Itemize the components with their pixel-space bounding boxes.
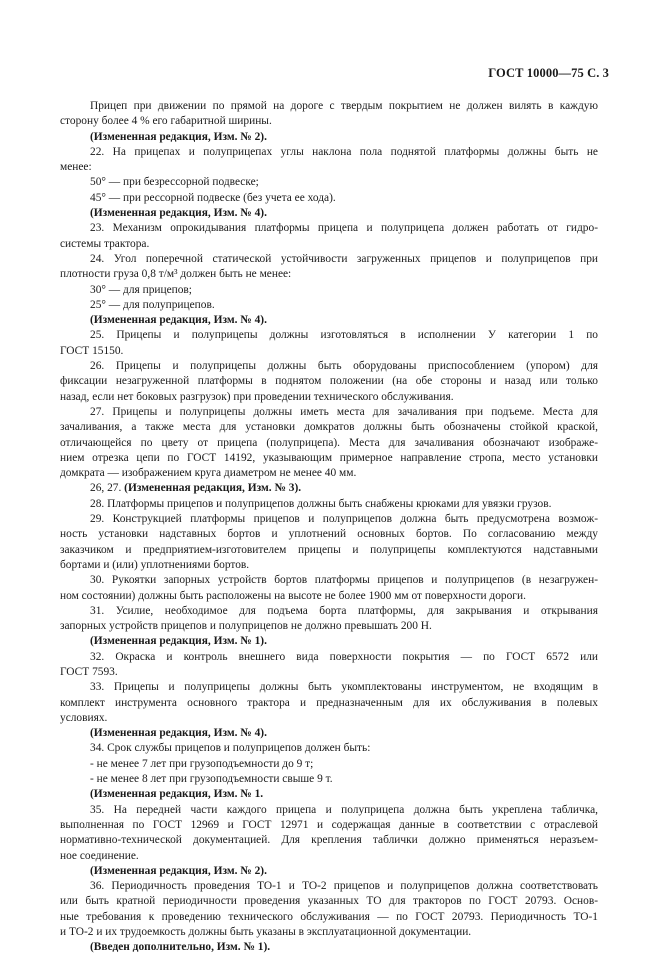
paragraph-line: 33. Прицепы и полуприцепы должны быть укомплектованы инструментом, не входящим в (90, 681, 598, 694)
paragraph-p34 (90, 741, 598, 756)
paragraph-line: системы трактора. (60, 237, 150, 250)
paragraph-p24b (90, 298, 598, 313)
paragraph-line: - не менее 7 лет при грузоподъемности до 9 т; (90, 757, 314, 770)
paragraph-p34b (90, 772, 598, 787)
paragraph-e6 (90, 726, 598, 741)
paragraph-p27 (60, 405, 598, 481)
paragraph-line: выполненная по ГОСТ 12969 и ГОСТ 12971 и содержащая данные в соответствии с отраслевой (60, 818, 598, 831)
paragraph-e9 (90, 940, 598, 955)
paragraph-line: 31. Усилие, необходимое для подъема борта платформы, для закрывания и открывания (90, 604, 598, 617)
paragraph-line: домкрата — изображением круга диаметром не менее 40 мм. (60, 467, 357, 480)
paragraph-line: 32. Окраска и контроль внешнего вида поверхности покрытия — по ГОСТ 6572 или (90, 650, 598, 663)
paragraph-p23 (60, 221, 598, 252)
paragraph-line: или быть кратной периодичности проведения указанных ТО для тракторов по ГОСТ 20793. Основ- (60, 895, 598, 908)
paragraph-line: 36. Периодичность проведения ТО-1 и ТО-2 прицепов и полуприцепов должна соответствовать (90, 880, 598, 893)
paragraph-line: 34. Срок службы прицепов и полуприцепов должен быть: (90, 742, 371, 755)
paragraph-line: (Измененная редакция, Изм. № 1. (90, 788, 264, 801)
paragraph-line: назад, если нет боковых разгрузок) при проведении технического обслуживания. (60, 390, 454, 403)
paragraph-line: бортами и (или) уплотнениями бортов. (60, 558, 250, 571)
paragraph-line: (Введен дополнительно, Изм. № 1). (90, 941, 271, 954)
paragraph-line: нием отрезка цепи по ГОСТ 14192, указывающим примерное направление стропа, место установки (60, 451, 598, 464)
paragraph-p22a (90, 175, 598, 190)
paragraph-line: (Измененная редакция, Изм. № 4). (90, 314, 267, 327)
paragraph-line: 35. На передней части каждого прицепа и полуприцепа должна быть укреплена табличка, (90, 803, 598, 816)
paragraph-p22 (60, 145, 598, 176)
paragraph-e1 (90, 130, 598, 145)
paragraph-line: отличающейся по цвету от прицепа (полуприцепа). Места для зачаливания обозначают изображе- (60, 436, 598, 449)
paragraph-e2 (90, 206, 598, 221)
paragraph-line: (Измененная редакция, Изм. № 4). (90, 207, 267, 220)
paragraph-e8 (90, 864, 598, 879)
paragraph-line: (Измененная редакция, Изм. № 2). (90, 864, 267, 877)
paragraph-line: Прицеп при движении по прямой на дороге с твердым покрытием не должен вилять в каждую (90, 100, 598, 112)
paragraph-line: 45° — при рессорной подвеске (без учета ее хода). (90, 191, 336, 204)
paragraph-line: 27. Прицепы и полуприцепы должны иметь места для зачаливания при подъеме. Места для (90, 405, 598, 418)
paragraph-line: 30. Рукоятки запорных устройств бортов платформы прицепов и полуприцепов (в незагружен- (90, 574, 598, 587)
paragraph-p26 (60, 359, 598, 405)
paragraph-line (90, 481, 598, 496)
amendment-note: (Измененная редакция, Изм. № 3). (124, 482, 302, 495)
paragraph-line: (Измененная редакция, Изм. № 1). (90, 635, 267, 648)
paragraph-line: 25. Прицепы и полуприцепы должны изготовляться в исполнении У категории 1 по (90, 329, 598, 342)
paragraph-line: (Измененная редакция, Изм. № 4). (90, 727, 267, 740)
paragraph-p35 (60, 803, 598, 864)
paragraph-line: зачаливания, а также места для установки домкратов должны быть обозначены стойкой краской, (60, 421, 598, 434)
paragraph-line: фиксации незагруженной платформы в поднятом положении (на обе стороны и назад или только (60, 375, 598, 388)
paragraph-line: (Измененная редакция, Изм. № 2). (90, 130, 267, 143)
paragraph-line: 50° — при безрессорной подвеске; (90, 176, 259, 189)
paragraph-p33 (60, 680, 598, 726)
paragraph-line: 29. Конструкцией платформы прицепов и полуприцепов должна быть предусмотрена возмож- (90, 513, 598, 526)
paragraph-p28 (90, 497, 598, 512)
paragraph-line: ГОСТ 7593. (60, 665, 118, 678)
paragraph-line: плотности груза 0,8 т/м³ должен быть не менее: (60, 268, 292, 281)
paragraph-line: - не менее 8 лет при грузоподъемности свыше 9 т. (90, 773, 333, 786)
paragraph-line: менее: (60, 161, 92, 174)
paragraph-p30 (60, 573, 598, 604)
paragraph-line: 22. На прицепах и полуприцепах углы наклона пола поднятой платформы должны быть не (90, 145, 598, 158)
paragraph-line: сторону более 4 % его габаритной ширины. (60, 115, 272, 128)
paragraph-line: запорных устройств прицепов и полуприцепов не должно превышать 200 Н. (60, 620, 432, 633)
paragraph-line: 28. Платформы прицепов и полуприцепов должны быть снабжены крюками для увязки грузов. (90, 497, 552, 510)
paragraph-line: 24. Угол поперечной статической устойчивости загруженных прицепов и полуприцепов при (90, 252, 598, 265)
paragraph-line: 23. Механизм опрокидывания платформы прицепа и полуприцепа должен работать от гидро- (90, 222, 598, 235)
document-body (60, 99, 598, 956)
paragraph-p34a (90, 757, 598, 772)
paragraph-line: условиях. (60, 711, 108, 724)
paragraph-p24 (60, 252, 598, 283)
paragraph-line: ном состоянии) должны быть расположены на высоте не более 1900 мм от поверхности дороги. (60, 589, 526, 602)
paragraph-p31 (60, 604, 598, 635)
paragraph-p24a (90, 283, 598, 298)
paragraph-line: ное соединение. (60, 849, 139, 862)
paragraph-e5 (90, 634, 598, 649)
paragraph-line: 30° — для прицепов; (90, 283, 192, 296)
paragraph-line: комплект инструмента основного трактора и предназначенным для их обслуживания в полевых (60, 696, 598, 709)
item-numbers: 26, 27. (90, 482, 125, 495)
paragraph-line: и ТО-2 и их трудоемкость должны быть указаны в эксплуатационной документации. (60, 926, 472, 939)
paragraph-p36 (60, 879, 598, 940)
paragraph-line: нормативно-технической документацией. Для крепления таблички должно применяться неразъем- (60, 834, 598, 847)
paragraph-e3 (90, 313, 598, 328)
paragraph-line: ность установки надставных бортов и уплотнений основных бортов. По согласованию между (60, 528, 598, 541)
paragraph-line: ные требования к проведению технического обслуживания — по ГОСТ 20793. Периодичность ТО-1 (60, 910, 598, 923)
paragraph-e7 (90, 787, 598, 802)
paragraph-e4 (90, 481, 598, 496)
paragraph-line: ГОСТ 15150. (60, 344, 124, 357)
paragraph-p32 (60, 650, 598, 681)
paragraph-p1 (60, 99, 598, 130)
paragraph-line: заказчиком и предприятием-изготовителем прицепы и полуприцепы комплектуются надставными (60, 543, 598, 556)
paragraph-p22b (90, 191, 598, 206)
paragraph-p25 (60, 328, 598, 359)
paragraph-line: 25° — для полуприцепов. (90, 298, 215, 311)
paragraph-line: 26. Прицепы и полуприцепы должны быть оборудованы приспособлением (упором) для (90, 360, 598, 373)
page-header: ГОСТ 10000—75 С. 3 (488, 66, 609, 80)
paragraph-p29 (60, 512, 598, 573)
